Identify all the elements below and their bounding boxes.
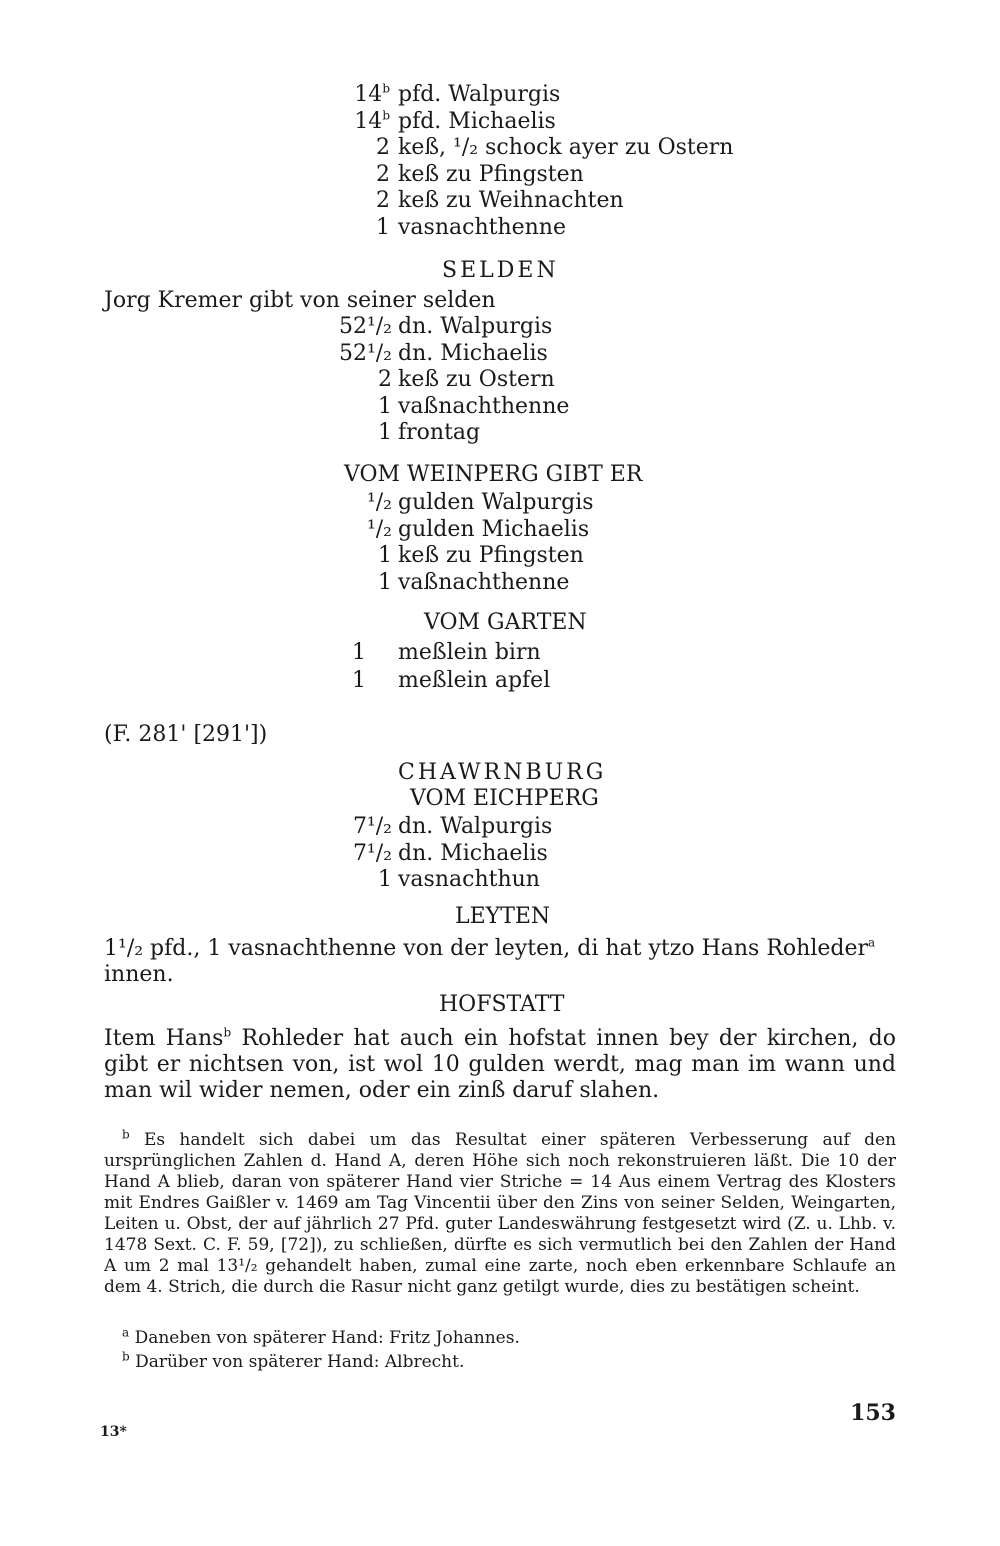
footnote-b2 bbox=[104, 1349, 896, 1373]
entry-text: meßlein birn bbox=[398, 640, 541, 665]
page-number: 153 bbox=[850, 1400, 896, 1426]
entry-text: dn. Walpurgis bbox=[398, 814, 553, 839]
heading-garten: VOM GARTEN bbox=[424, 610, 587, 635]
entry-amount: 2 bbox=[376, 161, 390, 187]
entry-text: gulden Walpurgis bbox=[398, 490, 594, 515]
entry-amount: 14$^b$ bbox=[354, 108, 390, 134]
entry-text: keß zu Weihnachten bbox=[398, 188, 624, 213]
footnote-b2-marker: b bbox=[122, 1349, 130, 1364]
entry-amount: 14$^b$ bbox=[354, 81, 390, 107]
leyten-paragraph bbox=[104, 936, 896, 988]
heading-weinperg: VOM WEINPERG GIBT ER bbox=[344, 462, 643, 487]
entry-amount: 7¹/₂ bbox=[352, 840, 392, 866]
footnote-ref: b bbox=[382, 81, 390, 96]
entry-amount: 52¹/₂ bbox=[338, 314, 392, 339]
footnote-a-marker: a bbox=[122, 1325, 130, 1340]
leyten-text-continued: innen. bbox=[104, 962, 174, 987]
entry-text: keß zu Ostern bbox=[398, 367, 555, 392]
footnote-b-text: Es handelt sich dabei um das Resultat einer späteren Verbesserung auf den ursprünglichen Zahlen d. Hand A, deren Höhe sich noch rekonstruieren läßt. Die 10 der Hand A blieb, daran von späterer Hand vier Striche = 14 Aus einem Vertrag des Klosters mit Endres Gaißler v. 1469 am Tag Vincentii über den Zins von seiner Selden, Weingarten, Leiten u. Obst, der auf jährlich 27 Pfd. guter Landeswährung festgesetzt wird (Z. u. Lhb. v. 1478 Sext. C. F. 59, [72]), zu schließen, dürfte es sich vermutlich bei den Zahlen der Hand A um 2 mal 13¹/₂ gehandelt haben, zumal eine zarte, noch eben erkennbare Schlaufe an dem 4. Strich, die durch die Rasur nicht ganz getilgt wurde, dies zu bestätigen scheint. bbox=[104, 1130, 897, 1297]
leyten-text: 1¹/₂ pfd., 1 vasnachthenne von der leyten, di hat ytzo Hans Rohleder bbox=[104, 936, 868, 961]
footnote-b2-text: Darüber von späterer Hand: Albrecht. bbox=[135, 1352, 465, 1372]
entry-amount: 1 bbox=[352, 640, 366, 665]
footnote-ref: b bbox=[382, 108, 390, 123]
entry-text: dn. Michaelis bbox=[398, 840, 548, 866]
entry-text: keß, ¹/₂ schock ayer zu Ostern bbox=[398, 135, 734, 160]
hofstatt-text-start: Item Hans bbox=[104, 1026, 224, 1051]
heading-hofstatt: HOFSTATT bbox=[439, 992, 565, 1017]
heading-leyten: LEYTEN bbox=[455, 904, 551, 929]
entry-amount: 1 bbox=[376, 214, 390, 240]
entry-amount: ¹/₂ bbox=[366, 490, 392, 515]
signature-mark: 13* bbox=[100, 1424, 127, 1440]
entry-text: keß zu Pfingsten bbox=[398, 161, 584, 187]
entry-amount: 1 bbox=[378, 420, 392, 445]
footnote-ref-a: a bbox=[868, 935, 876, 950]
footnote-a-text: Daneben von späterer Hand: Fritz Johannes. bbox=[134, 1328, 520, 1348]
footnote-b-marker: b bbox=[122, 1127, 130, 1142]
entry-amount: 7¹/₂ bbox=[352, 814, 392, 839]
entry-text: dn. Walpurgis bbox=[398, 314, 553, 339]
entry-text: vaßnachthenne bbox=[398, 393, 570, 419]
entry-text: frontag bbox=[398, 420, 481, 445]
entry-amount: 2 bbox=[376, 188, 390, 213]
folio-reference: (F. 281' [291']) bbox=[104, 722, 268, 747]
entry-amount: ¹/₂ bbox=[366, 516, 392, 542]
entry-amount: 1 bbox=[378, 569, 392, 595]
entry-text: dn. Michaelis bbox=[398, 340, 548, 366]
hofstatt-text: Rohleder hat auch ein hofstat innen bey der kirchen, do gibt er nichtsen von, ist wol 10 gulden werdt, mag man im wann und man wil wider nemen, oder ein zinß daruf slahen. bbox=[104, 1026, 897, 1103]
heading-selden: SELDEN bbox=[442, 258, 559, 283]
entry-text: vasnachthun bbox=[398, 867, 540, 892]
selden-intro: Jorg Kremer gibt von seiner selden bbox=[104, 288, 496, 313]
entry-amount: 1 bbox=[378, 393, 392, 419]
heading-chawrnburg: CHAWRNBURG bbox=[398, 760, 607, 785]
footnote-ref-b: b bbox=[223, 1025, 232, 1040]
entry-text: pfd. Michaelis bbox=[398, 108, 556, 134]
entry-text: vaßnachthenne bbox=[398, 569, 570, 595]
entry-text: gulden Michaelis bbox=[398, 516, 590, 542]
entry-amount: 2 bbox=[376, 135, 390, 160]
entry-amount: 1 bbox=[352, 668, 366, 693]
footnote-a bbox=[104, 1325, 896, 1349]
entry-amount: 1 bbox=[378, 867, 392, 892]
entry-amount: 2 bbox=[378, 367, 392, 392]
entry-amount: 1 bbox=[378, 543, 392, 568]
footnote-b bbox=[104, 1127, 897, 1298]
hofstatt-paragraph bbox=[104, 1026, 896, 1104]
entry-text: meßlein apfel bbox=[398, 668, 551, 693]
entry-amount: 52¹/₂ bbox=[338, 340, 392, 366]
entry-text: keß zu Pfingsten bbox=[398, 543, 584, 568]
heading-eichperg: VOM EICHPERG bbox=[410, 786, 599, 811]
entry-text: pfd. Walpurgis bbox=[398, 82, 561, 107]
entry-text: vasnachthenne bbox=[398, 214, 566, 240]
